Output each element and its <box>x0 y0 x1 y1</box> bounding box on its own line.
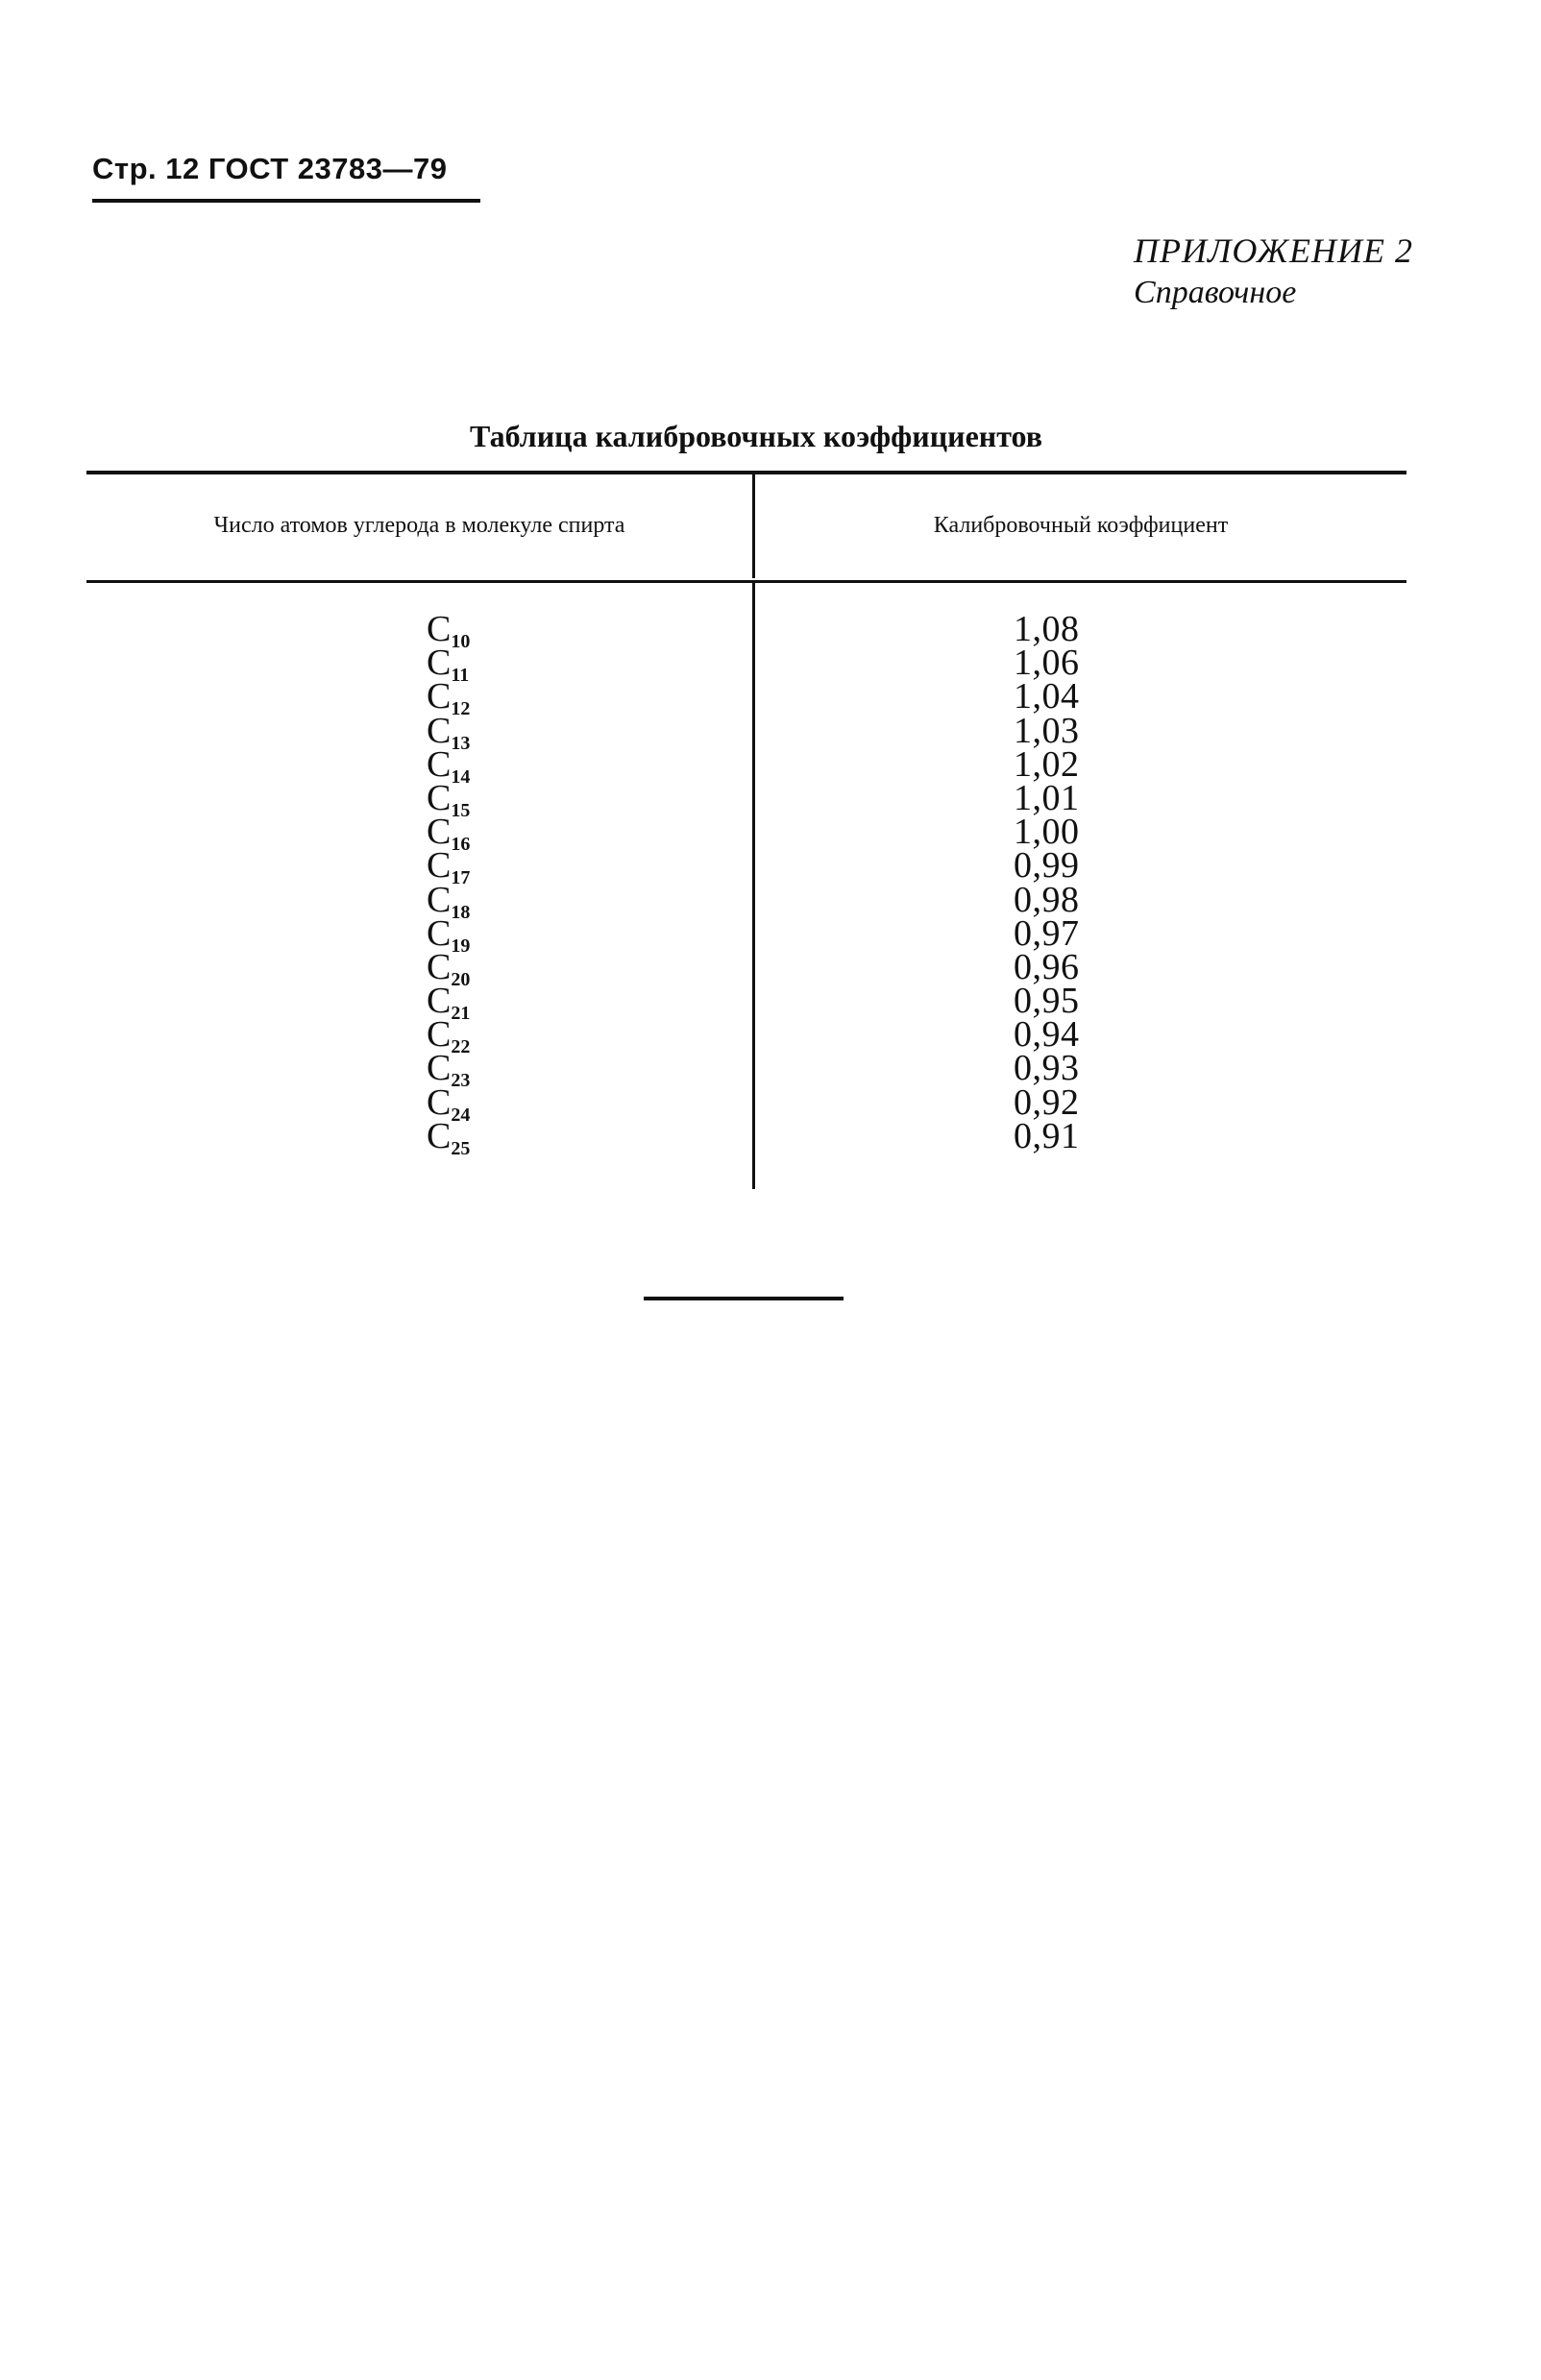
carbon-atoms-cell <box>427 643 532 687</box>
carbon-subscript: 25 <box>451 1137 471 1159</box>
carbon-symbol: C <box>427 1048 452 1089</box>
coefficient-cell: 1,00 <box>1014 812 1080 853</box>
table-title: Таблица калибровочных коэффициентов <box>470 419 1042 453</box>
carbon-atoms-column <box>427 609 532 1159</box>
coefficient-cell: 0,99 <box>1014 845 1080 886</box>
carbon-atoms-cell <box>427 609 532 652</box>
coefficient-cell: 0,97 <box>1014 912 1080 954</box>
coefficient-cell: 1,03 <box>1014 710 1080 751</box>
carbon-symbol: C <box>427 643 452 684</box>
column-header-coefficient: Калибровочный коэффициент <box>933 513 1229 538</box>
carbon-symbol: C <box>427 879 452 920</box>
carbon-subscript: 21 <box>451 1003 471 1025</box>
appendix-title: ПРИЛОЖЕНИЕ 2 <box>1134 231 1413 270</box>
carbon-atoms-cell <box>427 981 532 1025</box>
column-header-carbon-atoms: Число атомов углерода в молекуле спирта <box>213 513 625 538</box>
carbon-subscript: 20 <box>451 968 471 990</box>
carbon-atoms-cell <box>427 710 532 754</box>
appendix-subtitle: Справочное <box>1134 275 1297 310</box>
carbon-symbol: C <box>427 912 452 954</box>
carbon-symbol: C <box>427 777 452 818</box>
carbon-subscript: 16 <box>451 834 471 856</box>
coefficient-cell: 1,01 <box>1014 777 1080 818</box>
carbon-subscript: 13 <box>451 732 471 754</box>
coefficient-cell: 1,06 <box>1014 643 1080 684</box>
coefficient-cell: 0,92 <box>1014 1081 1080 1123</box>
table-top-rule <box>86 471 1406 474</box>
carbon-symbol: C <box>427 845 452 886</box>
carbon-subscript: 12 <box>451 698 471 720</box>
header-underline <box>92 199 480 203</box>
carbon-atoms-cell <box>427 879 532 923</box>
carbon-symbol: C <box>427 812 452 853</box>
carbon-symbol: C <box>427 743 452 785</box>
carbon-symbol: C <box>427 710 452 751</box>
coefficient-cell: 0,98 <box>1014 879 1080 920</box>
coefficient-cell: 0,94 <box>1014 1014 1080 1056</box>
coefficient-cell: 0,93 <box>1014 1048 1080 1089</box>
carbon-symbol: C <box>427 981 452 1022</box>
carbon-subscript: 23 <box>451 1070 471 1092</box>
carbon-subscript: 10 <box>451 631 471 652</box>
coefficient-column <box>1014 609 1167 1156</box>
carbon-symbol: C <box>427 609 452 649</box>
coefficient-cell: 0,91 <box>1014 1115 1080 1156</box>
coefficient-cell: 1,08 <box>1014 609 1080 649</box>
appendix-label <box>1134 231 1413 311</box>
carbon-subscript: 14 <box>451 765 471 788</box>
carbon-subscript: 24 <box>451 1104 471 1126</box>
carbon-subscript: 11 <box>451 665 470 687</box>
carbon-symbol: C <box>427 1014 452 1056</box>
coefficient-cell: 1,02 <box>1014 743 1080 785</box>
carbon-subscript: 22 <box>451 1036 471 1058</box>
coefficient-cell: 0,95 <box>1014 981 1080 1022</box>
carbon-atoms-cell <box>427 777 532 821</box>
carbon-symbol: C <box>427 676 452 717</box>
carbon-subscript: 17 <box>451 867 471 889</box>
carbon-symbol: C <box>427 1081 452 1123</box>
page-header: Стр. 12 ГОСТ 23783—79 <box>92 152 448 185</box>
carbon-atoms-cell <box>427 812 532 856</box>
coefficient-cell: 1,04 <box>1014 676 1080 717</box>
end-rule <box>644 1297 844 1300</box>
table-header-rule <box>86 580 1406 583</box>
carbon-subscript: 15 <box>451 799 471 821</box>
carbon-symbol: C <box>427 1115 452 1156</box>
carbon-symbol: C <box>427 946 452 987</box>
body-column-divider <box>752 582 755 1189</box>
carbon-subscript: 19 <box>451 935 471 957</box>
carbon-atoms-cell <box>427 1048 532 1092</box>
coefficient-cell: 0,96 <box>1014 946 1080 987</box>
carbon-subscript: 18 <box>451 901 471 923</box>
